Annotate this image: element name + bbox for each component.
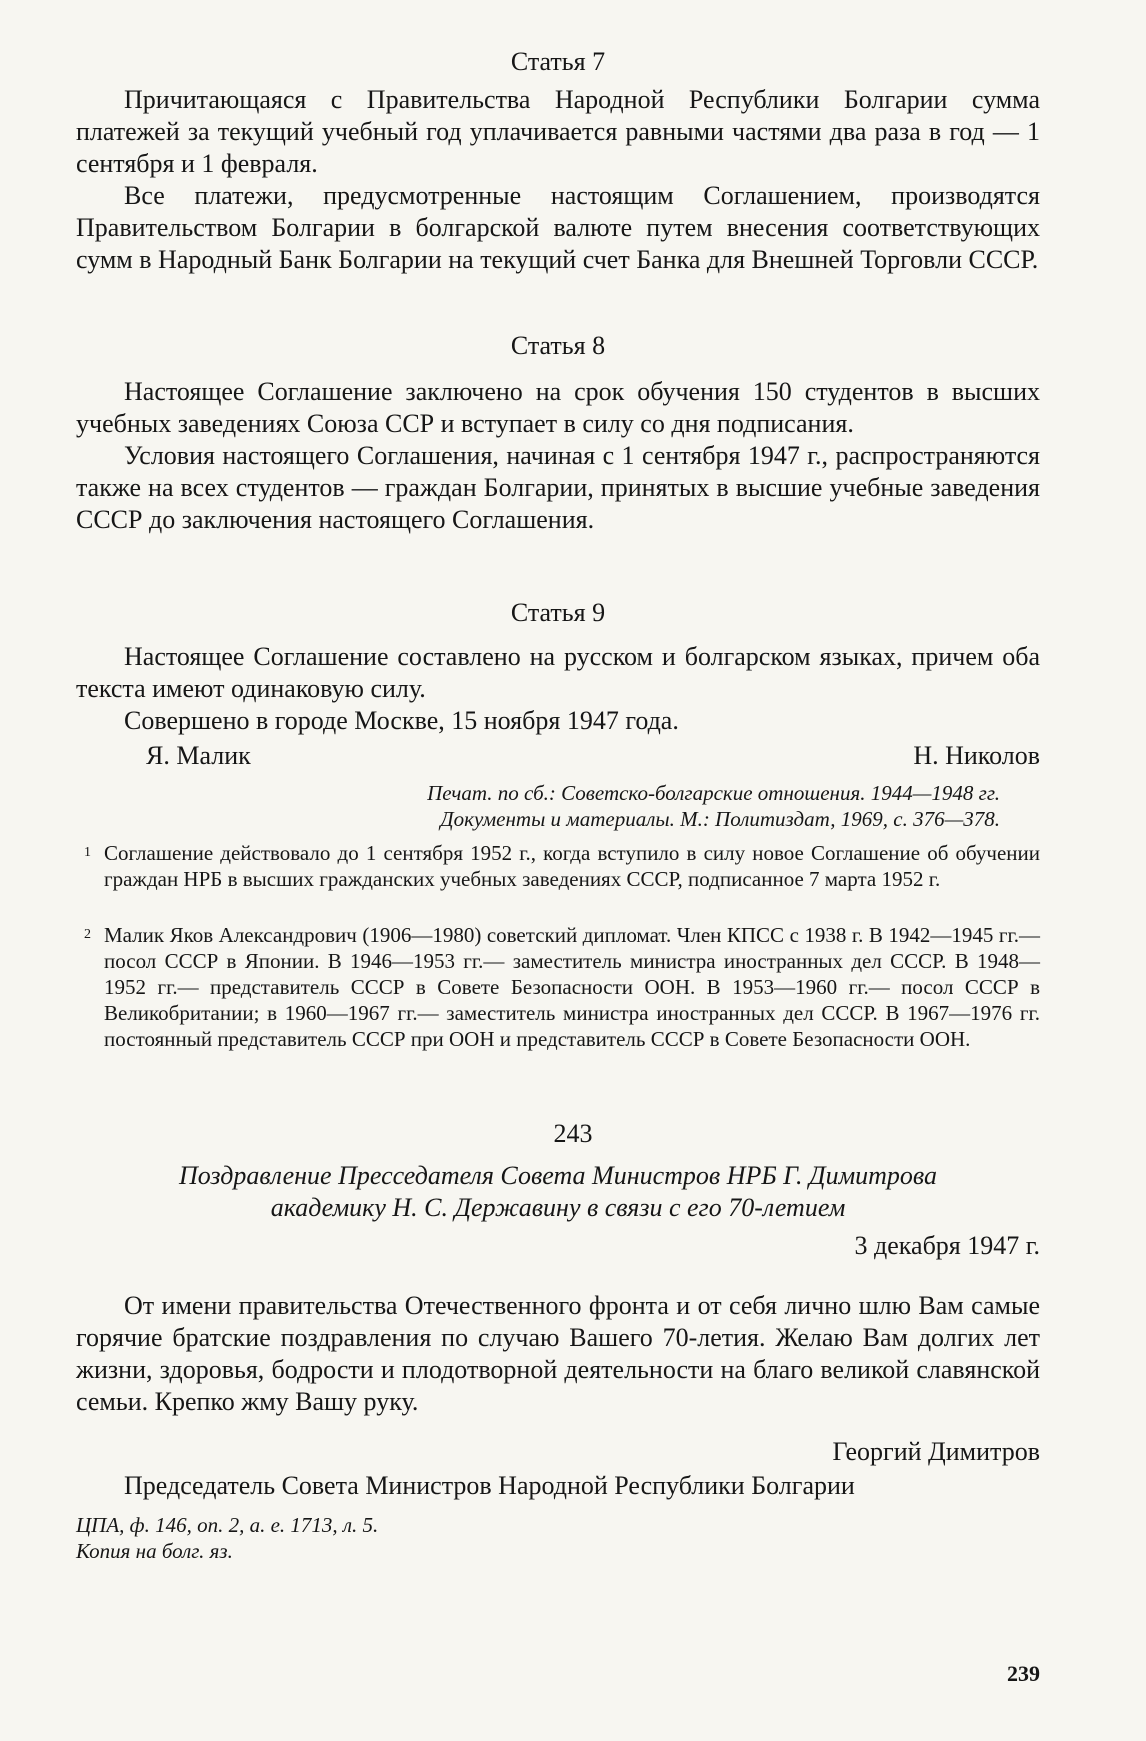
letter-body-text: От имени правительства Отечественного фронта и от себя лично шлю Вам самые горячие братские поздравления по случаю Вашего 70-летия. Желаю Вам долгих лет жизни, здоровья, бодрости и плодотворной деятельности на благо великой славянской семьи. Крепко жму Вашу руку. [76,1291,1040,1416]
source-line-1: Печат. по сб.: Советско-болгарские отношения. 1944—1948 гг. [427,781,1000,805]
footnote-1-number: 1 [84,845,91,860]
source-citation [300,780,1000,832]
article-9-heading: Статья 9 [510,598,606,627]
letter-body [76,1290,1040,1418]
document-title-line-2: академику Н. С. Державину в связи с его 70-летием [270,1193,846,1222]
document-title-line-1: Поздравление Пресседателя Совета Министров НРБ Г. Димитрова [178,1161,938,1190]
article-8 [76,330,1040,536]
article-8-heading: Статья 8 [510,331,606,360]
article-9 [76,597,1040,737]
letter-signer: Георгий Димитров [832,1437,1040,1466]
page-number: 239 [1007,1661,1040,1686]
article-7-heading: Статья 7 [510,47,606,76]
article-7 [76,46,1040,276]
footnote-2-number: 2 [84,927,91,942]
footnote-1-text: Соглашение действовало до 1 сентября 1952 г., когда вступило в силу новое Соглашение об обучении граждан НРБ в высших гражданских учебных заведениях СССР, подписанное 7 марта 1952 г. [104,841,1040,891]
signature-left: Я. Малик [146,741,251,770]
article-9-paragraph-1: Настоящее Соглашение составлено на русском и болгарском языках, причем оба текста имеют одинаковую силу. [76,642,1040,703]
document-title [76,1160,1040,1224]
article-8-paragraph-2: Условия настоящего Соглашения, начиная с 1 сентября 1947 г., распространяются также на всех студентов — граждан Болгарии, принятых в высшие учебные заведения СССР до заключения настоящего Соглашения. [76,441,1040,534]
article-9-paragraph-2: Совершено в городе Москве, 15 ноября 1947 года. [124,706,679,735]
archive-reference [76,1512,676,1564]
footnote-2-text: Малик Яков Александрович (1906—1980) советский дипломат. Член КПСС с 1938 г. В 1942—1945 гг.— посол СССР в Японии. В 1946—1953 гг.— заместитель министра иностранных дел СССР. В 1948—1952 гг.— представитель СССР в Совете Безопасности ООН. В 1953—1960 гг.— посол СССР в Великобритании; в 1960—1967 гг.— заместитель министра иностранных дел СССР. В 1967—1976 гг. постоянный представитель СССР при ООН и представитель СССР в Совете Безопасности ООН. [104,923,1040,1051]
footnote-1 [76,840,1040,892]
article-7-paragraph-1: Причитающаяся с Правительства Народной Республики Болгарии сумма платежей за текущий учебный год уплачивается равными частями два раза в год — 1 сентября и 1 февраля. [76,85,1040,178]
source-line-2: Документы и материалы. М.: Политиздат, 1969, с. 376—378. [440,807,1000,831]
archive-line-2: Копия на болг. яз. [76,1539,233,1563]
letter-signer-title-block [76,1470,1040,1502]
document-date: 3 декабря 1947 г. [854,1231,1040,1260]
article-8-paragraph-1: Настоящее Соглашение заключено на срок обучения 150 студентов в высших учебных заведениях Союза ССР и вступает в силу со дня подписания. [76,377,1040,438]
archive-line-1: ЦПА, ф. 146, оп. 2, а. е. 1713, л. 5. [76,1513,379,1537]
letter-signer-title: Председатель Совета Министров Народной Республики Болгарии [124,1471,855,1500]
document-number: 243 [553,1119,593,1148]
footnote-2 [76,922,1040,1052]
signature-right: Н. Николов [913,741,1040,770]
article-7-paragraph-2: Все платежи, предусмотренные настоящим Соглашением, производятся Правительством Болгарии в болгарской валюте путем внесения соответствующих сумм в Народный Банк Болгарии на текущий счет Банка для Внешней Торговли СССР. [76,181,1040,274]
